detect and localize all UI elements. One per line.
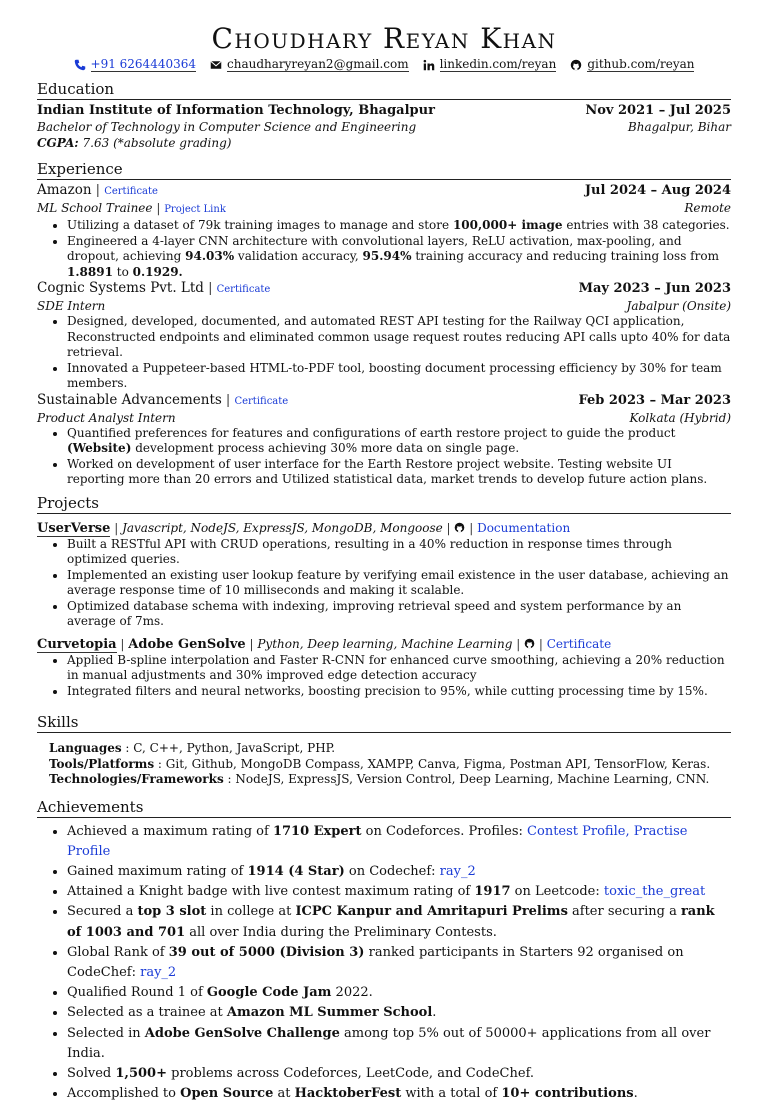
list-item: • Built a RESTful API with CRUD operations, resulting in a 40% reduction in response times through optimized queries. (67, 537, 731, 568)
skill-label: Technologies/Frameworks (49, 772, 224, 786)
list-item: • Applied B-spline interpolation and Faster R-CNN for enhanced curve smoothing, achieving a 20% reduction in manual adjustments and 30% improved edge detection accuracy (67, 653, 731, 684)
project-link[interactable]: Documentation (477, 521, 570, 535)
email-link[interactable]: chaudharyreyan2@gmail.com (227, 57, 409, 72)
github-icon[interactable] (524, 638, 535, 649)
job-bullets (37, 218, 731, 280)
candidate-name: Choudhary Reyan Khan (37, 0, 731, 56)
achievement-item: • Attained a Knight badge with live contest maximum rating of 1917 on Leetcode: toxic_the_great (67, 882, 731, 902)
skill-row (49, 772, 731, 788)
project-tech: Javascript, NodeJS, ExpressJS, MongoDB, Mongoose (122, 521, 443, 535)
achievement-item: • Global Rank of 39 out of 5000 (Division 3) ranked participants in Starters 92 organised on CodeChef: ray_2 (67, 943, 731, 983)
projects-section-title: Projects (37, 494, 731, 514)
separator: | (204, 281, 217, 296)
experience-entry (37, 280, 731, 392)
achievement-item: • Accomplished to Open Source at HacktoberFest with a total of 10+ contributions. (67, 1084, 731, 1104)
job-dates: Jul 2024 – Aug 2024 (585, 183, 731, 199)
degree: Bachelor of Technology in Computer Science and Engineering (37, 119, 416, 135)
certificate-link[interactable]: Certificate (217, 284, 271, 295)
job-bullets (37, 314, 731, 392)
list-item: • Innovated a Puppeteer-based HTML-to-PDF tool, boosting document processing efficiency by 30% for team members. (67, 361, 731, 392)
job-role: Product Analyst Intern (37, 411, 176, 425)
achievements-list (37, 822, 731, 1104)
list-item: • Quantified preferences for features and configurations of earth restore project to guide the product (Website) development process achieving 30% more data on single page. (67, 426, 731, 457)
job-role: ML School Trainee (37, 201, 153, 215)
list-item: • Optimized database schema with indexing, improving retrieval speed and system performance by an average of 7ms. (67, 599, 731, 630)
project-entry: Curvetopia | Adobe GenSolve | Python, Deep learning, Machine Learning | | Certificate • Applied B-spline interpolation and Faster R-CNN for enhanced curve smoothing, achieving a 20% reduction in manual adjustments and 30% improved edge detection accuracy • Integrated filters and neural networks, boosting precision to 95%, while cutting processing time by 15%. (37, 636, 731, 700)
achievement-item: • Qualified Round 1 of Google Code Jam 2022. (67, 983, 731, 1003)
linkedin-contact[interactable] (423, 57, 557, 72)
education-entry (37, 103, 731, 151)
linkedin-link[interactable]: linkedin.com/reyan (440, 57, 557, 72)
education-location: Bhagalpur, Bihar (628, 119, 731, 135)
skill-value: : C, C++, Python, JavaScript, PHP. (122, 741, 336, 755)
profile-link[interactable]: Practise Profile (67, 824, 687, 859)
job-bullets (37, 426, 731, 488)
profile-link[interactable]: Contest Profile (527, 824, 625, 839)
achievement-item: • Selected as a trainee at Amazon ML Summer School. (67, 1003, 731, 1023)
job-location: Jabalpur (Onsite) (627, 298, 731, 314)
cgpa-value: 7.63 (*absolute grading) (83, 136, 232, 150)
list-item: • Integrated filters and neural networks, boosting precision to 95%, while cutting processing time by 15%. (67, 684, 731, 700)
achievement-item: • Gained maximum rating of 1914 (4 Star) on Codechef: ray_2 (67, 862, 731, 882)
list-item: • Designed, developed, documented, and automated REST API testing for the Railway QCI application, Reconstructed endpoints and eliminated common usage request routes reducing API calls upto 40% for data retrieval. (67, 314, 731, 361)
email-contact[interactable] (210, 57, 409, 72)
project-name[interactable]: UserVerse (37, 521, 110, 537)
github-icon[interactable] (454, 522, 465, 533)
skill-value: : Git, Github, MongoDB Compass, XAMPP, Canva, Figma, Postman API, TensorFlow, Keras. (154, 757, 710, 771)
linkedin-icon (423, 59, 435, 71)
company-name: Cognic Systems Pvt. Ltd (37, 280, 204, 296)
contact-bar (37, 57, 731, 72)
separator: | (153, 201, 165, 215)
school-name: Indian Institute of Information Technology, Bhagalpur (37, 103, 435, 119)
achievement-item: • Achieved a maximum rating of 1710 Expert on Codeforces. Profiles: Contest Profile, Practise Profile (67, 822, 731, 862)
company-name: Sustainable Advancements (37, 392, 222, 408)
phone-icon (74, 59, 86, 71)
project-name[interactable]: Curvetopia (37, 637, 117, 653)
list-item: • Worked on development of user interface for the Earth Restore project website. Testing website UI reporting more than 20 errors and Utilized statistical data, market trends to develop future action plans. (67, 457, 731, 488)
achievement-item: • Selected in Adobe GenSolve Challenge among top 5% out of 50000+ applications from all over India. (67, 1024, 731, 1064)
profile-link[interactable]: toxic_the_great (604, 884, 705, 899)
certificate-link[interactable]: Certificate (234, 396, 288, 407)
phone-contact[interactable] (74, 57, 197, 72)
separator: | (92, 183, 105, 198)
skill-value: : NodeJS, ExpressJS, Version Control, Deep Learning, Machine Learning, CNN. (224, 772, 710, 786)
job-dates: May 2023 – Jun 2023 (579, 281, 731, 297)
project-subtitle: Adobe GenSolve (128, 637, 245, 652)
github-link[interactable]: github.com/reyan (587, 57, 694, 72)
envelope-icon (210, 59, 222, 71)
project-link[interactable]: Certificate (547, 637, 611, 651)
job-dates: Feb 2023 – Mar 2023 (578, 393, 731, 409)
github-contact[interactable] (570, 57, 694, 72)
achievement-item: • Secured a top 3 slot in college at ICPC Kanpur and Amritapuri Prelims after securing a rank of 1003 and 701 all over India during the Preliminary Contests. (67, 902, 731, 942)
list-item: • Utilizing a dataset of 79k training images to manage and store 100,000+ image entries with 38 categories. (67, 218, 731, 234)
project-tech: Python, Deep learning, Machine Learning (257, 637, 512, 651)
phone-link[interactable]: +91 6264440364 (91, 57, 197, 72)
experience-entry (37, 182, 731, 280)
education-section-title: Education (37, 80, 731, 100)
skill-label: Tools/Platforms (49, 757, 154, 771)
project-entry: UserVerse | Javascript, NodeJS, ExpressJS, MongoDB, Mongoose | | Documentation • Built a RESTful API with CRUD operations, resulting in a 40% reduction in response times through optimized queries. • Implemented an existing user lookup feature by verifying email existence in the user database, achieving an average response time of 10 milliseconds and making it scalable. • Optimized database schema with indexing, improving retrieval speed and system performance by an average of 7ms. (37, 520, 731, 630)
project-link[interactable]: Project Link (164, 204, 226, 215)
project-bullets (37, 653, 731, 700)
skill-label: Languages (49, 741, 122, 755)
education-dates: Nov 2021 – Jul 2025 (585, 103, 731, 119)
projects-list (37, 520, 731, 700)
list-item: • Implemented an existing user lookup feature by verifying email existence in the user database, achieving an average response time of 10 milliseconds and making it scalable. (67, 568, 731, 599)
achievements-section-title: Achievements (37, 798, 731, 818)
list-item: • Engineered a 4-layer CNN architecture with convolutional layers, ReLU activation, max-pooling, and dropout, achieving 94.03% validation accuracy, 95.94% training accuracy and reducing training loss from 1.8891 to 0.1929. (67, 234, 731, 281)
project-bullets (37, 537, 731, 630)
experience-list (37, 182, 731, 488)
skills-section-title: Skills (37, 713, 731, 733)
github-icon (570, 59, 582, 71)
company-name: Amazon (37, 182, 92, 198)
separator: | (222, 393, 235, 408)
profile-link[interactable]: ray_2 (440, 864, 476, 879)
job-role: SDE Intern (37, 299, 105, 313)
certificate-link[interactable]: Certificate (104, 186, 158, 197)
achievement-item: • Solved 1,500+ problems across Codeforces, LeetCode, and CodeChef. (67, 1064, 731, 1084)
profile-link[interactable]: , (625, 824, 633, 839)
cgpa-label: CGPA: (37, 136, 79, 150)
skills-list (37, 741, 731, 788)
experience-section-title: Experience (37, 160, 731, 180)
profile-link[interactable]: ray_2 (140, 965, 176, 980)
skill-row (49, 757, 731, 773)
skill-row (49, 741, 731, 757)
experience-entry (37, 392, 731, 488)
job-location: Kolkata (Hybrid) (630, 410, 731, 426)
job-location: Remote (684, 200, 731, 216)
